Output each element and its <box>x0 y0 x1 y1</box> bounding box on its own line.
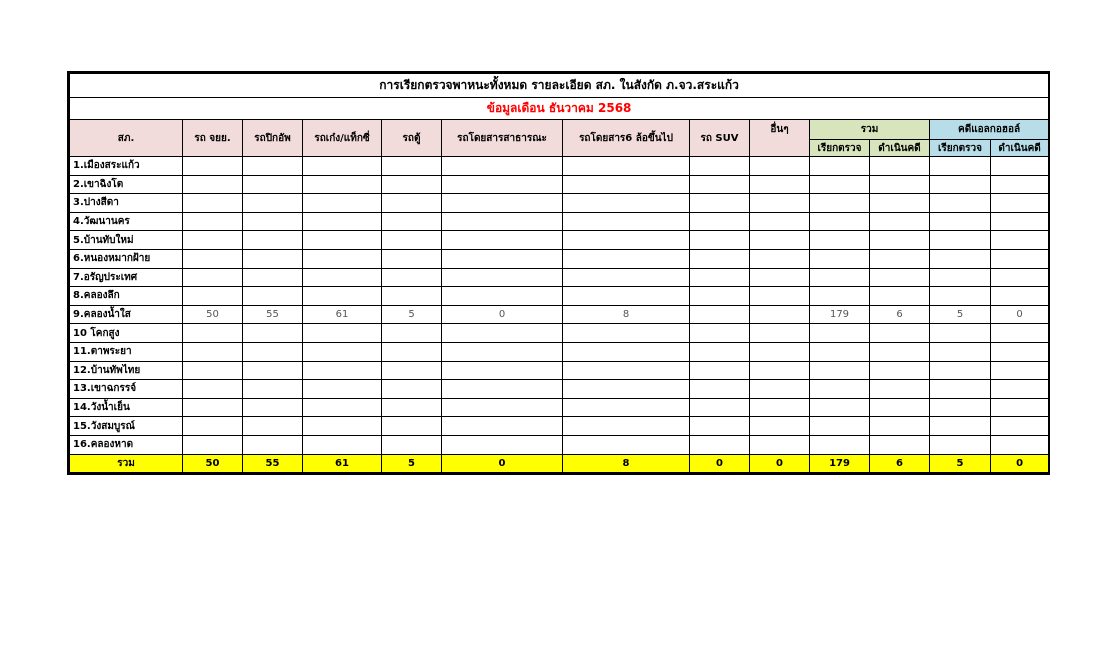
value-cell <box>243 361 303 380</box>
value-cell <box>243 380 303 399</box>
value-cell <box>563 361 690 380</box>
table-body <box>70 157 1049 455</box>
value-cell <box>991 398 1049 417</box>
header-motorcycle: รถ จยย. <box>183 120 243 157</box>
value-cell <box>810 435 870 454</box>
value-cell <box>750 231 810 250</box>
station-name-cell: 1.เมืองสระแก้ว <box>70 157 183 176</box>
value-cell <box>442 157 563 176</box>
station-name-cell: 16.คลองหาด <box>70 435 183 454</box>
total-cell: 55 <box>243 454 303 473</box>
report-table <box>69 73 1049 473</box>
value-cell <box>183 380 243 399</box>
value-cell <box>930 249 991 268</box>
value-cell <box>183 194 243 213</box>
value-cell <box>750 212 810 231</box>
value-cell: 0 <box>991 305 1049 324</box>
value-cell <box>870 417 930 436</box>
value-cell <box>382 380 442 399</box>
value-cell <box>303 417 382 436</box>
value-cell <box>243 268 303 287</box>
value-cell <box>563 157 690 176</box>
value-cell <box>382 324 442 343</box>
value-cell <box>303 287 382 306</box>
value-cell <box>563 268 690 287</box>
value-cell <box>870 342 930 361</box>
value-cell: 179 <box>810 305 870 324</box>
value-cell: 6 <box>870 305 930 324</box>
station-name-cell: 2.เขาฉิงโต <box>70 175 183 194</box>
total-cell: 0 <box>690 454 750 473</box>
value-cell <box>930 361 991 380</box>
value-cell <box>382 175 442 194</box>
value-cell <box>243 231 303 250</box>
value-cell <box>870 324 930 343</box>
value-cell <box>930 287 991 306</box>
header-public-bus: รถโดยสารสาธารณะ <box>442 120 563 157</box>
value-cell <box>690 194 750 213</box>
value-cell <box>991 212 1049 231</box>
value-cell <box>183 287 243 306</box>
value-cell <box>690 175 750 194</box>
value-cell <box>930 268 991 287</box>
table-row <box>70 417 1049 436</box>
value-cell <box>183 175 243 194</box>
value-cell <box>442 212 563 231</box>
value-cell <box>243 212 303 231</box>
value-cell <box>810 194 870 213</box>
value-cell <box>442 398 563 417</box>
total-cell: 179 <box>810 454 870 473</box>
value-cell <box>930 398 991 417</box>
value-cell <box>183 361 243 380</box>
value-cell <box>303 175 382 194</box>
value-cell <box>930 194 991 213</box>
table-row <box>70 361 1049 380</box>
total-cell: 0 <box>750 454 810 473</box>
value-cell <box>563 249 690 268</box>
table-row <box>70 305 1049 324</box>
value-cell <box>870 361 930 380</box>
value-cell: 0 <box>442 305 563 324</box>
table-row <box>70 380 1049 399</box>
value-cell <box>382 417 442 436</box>
station-name-cell: 11.ตาพระยา <box>70 342 183 361</box>
value-cell <box>442 380 563 399</box>
value-cell <box>183 212 243 231</box>
value-cell <box>303 157 382 176</box>
value-cell <box>183 268 243 287</box>
table-row <box>70 212 1049 231</box>
value-cell <box>991 417 1049 436</box>
value-cell <box>930 417 991 436</box>
value-cell <box>750 398 810 417</box>
table-row <box>70 287 1049 306</box>
value-cell <box>690 268 750 287</box>
value-cell <box>690 249 750 268</box>
value-cell <box>810 361 870 380</box>
value-cell <box>563 324 690 343</box>
station-name-cell: 14.วังน้ำเย็น <box>70 398 183 417</box>
value-cell <box>690 287 750 306</box>
header-van: รถตู้ <box>382 120 442 157</box>
station-name-cell: 7.อรัญประเทศ <box>70 268 183 287</box>
value-cell <box>870 194 930 213</box>
header-sedan-taxi: รถเก๋ง/แท็กซี่ <box>303 120 382 157</box>
value-cell <box>870 157 930 176</box>
value-cell <box>870 249 930 268</box>
value-cell <box>930 342 991 361</box>
value-cell <box>991 287 1049 306</box>
table-row <box>70 398 1049 417</box>
value-cell <box>991 157 1049 176</box>
value-cell <box>303 268 382 287</box>
total-cell: 6 <box>870 454 930 473</box>
value-cell: 8 <box>563 305 690 324</box>
value-cell <box>930 175 991 194</box>
value-cell <box>930 157 991 176</box>
header-total-group: รวม <box>810 120 930 140</box>
value-cell <box>690 342 750 361</box>
value-cell <box>750 268 810 287</box>
value-cell <box>810 268 870 287</box>
value-cell <box>183 157 243 176</box>
value-cell <box>991 175 1049 194</box>
value-cell <box>303 361 382 380</box>
value-cell <box>690 305 750 324</box>
value-cell <box>243 324 303 343</box>
header-total-case: ดำเนินคดี <box>870 140 930 157</box>
table-row <box>70 342 1049 361</box>
value-cell <box>183 249 243 268</box>
station-name-cell: 8.คลองลึก <box>70 287 183 306</box>
value-cell <box>442 268 563 287</box>
value-cell <box>243 249 303 268</box>
value-cell <box>991 342 1049 361</box>
value-cell <box>870 435 930 454</box>
value-cell <box>750 305 810 324</box>
value-cell <box>382 157 442 176</box>
value-cell <box>810 342 870 361</box>
value-cell <box>690 380 750 399</box>
value-cell <box>442 417 563 436</box>
value-cell <box>303 231 382 250</box>
table-row <box>70 175 1049 194</box>
value-cell <box>810 231 870 250</box>
station-name-cell: 9.คลองน้ำใส <box>70 305 183 324</box>
total-cell: 61 <box>303 454 382 473</box>
value-cell <box>991 249 1049 268</box>
total-cell: 5 <box>930 454 991 473</box>
value-cell <box>870 287 930 306</box>
value-cell <box>690 231 750 250</box>
value-cell <box>563 231 690 250</box>
value-cell: 5 <box>930 305 991 324</box>
value-cell <box>382 194 442 213</box>
value-cell <box>442 194 563 213</box>
value-cell <box>870 380 930 399</box>
value-cell <box>563 380 690 399</box>
report-subtitle: ข้อมูลเดือน ธันวาคม 2568 <box>70 98 1049 120</box>
table-row <box>70 231 1049 250</box>
value-cell <box>183 231 243 250</box>
value-cell <box>382 231 442 250</box>
station-name-cell: 12.บ้านทัพไทย <box>70 361 183 380</box>
value-cell <box>690 398 750 417</box>
header-total-check: เรียกตรวจ <box>810 140 870 157</box>
value-cell <box>991 435 1049 454</box>
value-cell <box>563 435 690 454</box>
value-cell <box>750 342 810 361</box>
report-sheet <box>67 71 1050 475</box>
value-cell <box>870 398 930 417</box>
value-cell <box>810 287 870 306</box>
value-cell <box>750 249 810 268</box>
value-cell <box>442 249 563 268</box>
value-cell <box>563 212 690 231</box>
header-other: อื่นๆ <box>750 120 810 157</box>
value-cell <box>442 342 563 361</box>
header-pickup: รถปิกอัพ <box>243 120 303 157</box>
value-cell <box>930 212 991 231</box>
value-cell <box>303 194 382 213</box>
value-cell <box>382 342 442 361</box>
value-cell <box>183 398 243 417</box>
value-cell <box>810 398 870 417</box>
value-cell <box>442 287 563 306</box>
value-cell <box>243 342 303 361</box>
value-cell <box>382 435 442 454</box>
value-cell <box>991 324 1049 343</box>
value-cell <box>750 417 810 436</box>
value-cell <box>870 231 930 250</box>
value-cell <box>991 268 1049 287</box>
value-cell <box>382 361 442 380</box>
station-name-cell: 10 โคกสูง <box>70 324 183 343</box>
header-six-wheel-bus: รถโดยสาร6 ล้อขึ้นไป <box>563 120 690 157</box>
station-name-cell: 15.วังสมบูรณ์ <box>70 417 183 436</box>
value-cell <box>690 435 750 454</box>
total-cell: 8 <box>563 454 690 473</box>
value-cell <box>563 175 690 194</box>
total-cell: 0 <box>442 454 563 473</box>
value-cell: 50 <box>183 305 243 324</box>
report-title: การเรียกตรวจพาหนะทั้งหมด รายละเอียด สภ. ในสังกัด ภ.จว.สระแก้ว <box>70 74 1049 98</box>
value-cell <box>183 324 243 343</box>
station-name-cell: 13.เขาฉกรรจ์ <box>70 380 183 399</box>
value-cell <box>750 175 810 194</box>
station-name-cell: 3.ปางสีดา <box>70 194 183 213</box>
value-cell <box>243 287 303 306</box>
value-cell <box>810 417 870 436</box>
total-cell: 5 <box>382 454 442 473</box>
value-cell <box>930 324 991 343</box>
table-row <box>70 157 1049 176</box>
value-cell <box>870 175 930 194</box>
value-cell <box>810 212 870 231</box>
value-cell <box>690 157 750 176</box>
value-cell: 61 <box>303 305 382 324</box>
value-cell <box>183 417 243 436</box>
value-cell <box>930 380 991 399</box>
value-cell <box>930 231 991 250</box>
station-name-cell: 5.บ้านทับใหม่ <box>70 231 183 250</box>
value-cell <box>303 398 382 417</box>
value-cell <box>442 361 563 380</box>
value-cell <box>563 287 690 306</box>
table-row <box>70 324 1049 343</box>
value-cell <box>750 287 810 306</box>
value-cell <box>442 435 563 454</box>
value-cell <box>810 157 870 176</box>
value-cell <box>303 212 382 231</box>
value-cell: 55 <box>243 305 303 324</box>
value-cell <box>930 435 991 454</box>
value-cell <box>303 380 382 399</box>
table-row <box>70 249 1049 268</box>
value-cell <box>183 342 243 361</box>
value-cell <box>991 380 1049 399</box>
header-station: สภ. <box>70 120 183 157</box>
station-name-cell: 6.หนองหมากฝ้าย <box>70 249 183 268</box>
header-alcohol-check: เรียกตรวจ <box>930 140 991 157</box>
value-cell <box>690 417 750 436</box>
value-cell <box>303 249 382 268</box>
table-row <box>70 194 1049 213</box>
value-cell <box>991 361 1049 380</box>
value-cell <box>303 435 382 454</box>
station-name-cell: 4.วัฒนานคร <box>70 212 183 231</box>
value-cell <box>243 157 303 176</box>
value-cell <box>870 212 930 231</box>
value-cell <box>243 175 303 194</box>
value-cell <box>303 324 382 343</box>
value-cell <box>563 194 690 213</box>
value-cell <box>563 342 690 361</box>
value-cell <box>243 435 303 454</box>
value-cell <box>991 194 1049 213</box>
total-cell: 50 <box>183 454 243 473</box>
value-cell <box>810 175 870 194</box>
table-row <box>70 268 1049 287</box>
value-cell <box>442 231 563 250</box>
value-cell <box>810 324 870 343</box>
value-cell <box>690 361 750 380</box>
value-cell <box>243 398 303 417</box>
header-suv: รถ SUV <box>690 120 750 157</box>
value-cell <box>243 194 303 213</box>
value-cell <box>810 380 870 399</box>
value-cell <box>243 417 303 436</box>
value-cell <box>382 268 442 287</box>
table-row <box>70 435 1049 454</box>
value-cell <box>750 435 810 454</box>
value-cell <box>750 324 810 343</box>
value-cell <box>750 361 810 380</box>
value-cell <box>563 417 690 436</box>
total-cell: 0 <box>991 454 1049 473</box>
value-cell <box>442 175 563 194</box>
header-alcohol-group: คดีแอลกอฮอล์ <box>930 120 1049 140</box>
value-cell <box>382 212 442 231</box>
value-cell <box>183 435 243 454</box>
value-cell <box>870 268 930 287</box>
value-cell <box>991 231 1049 250</box>
value-cell <box>382 249 442 268</box>
value-cell <box>690 324 750 343</box>
value-cell <box>750 157 810 176</box>
value-cell <box>750 194 810 213</box>
value-cell <box>303 342 382 361</box>
value-cell: 5 <box>382 305 442 324</box>
value-cell <box>690 212 750 231</box>
value-cell <box>810 249 870 268</box>
header-alcohol-case: ดำเนินคดี <box>991 140 1049 157</box>
value-cell <box>382 287 442 306</box>
total-label: รวม <box>70 454 183 473</box>
value-cell <box>382 398 442 417</box>
total-row <box>70 454 1049 473</box>
value-cell <box>750 380 810 399</box>
value-cell <box>442 324 563 343</box>
value-cell <box>563 398 690 417</box>
